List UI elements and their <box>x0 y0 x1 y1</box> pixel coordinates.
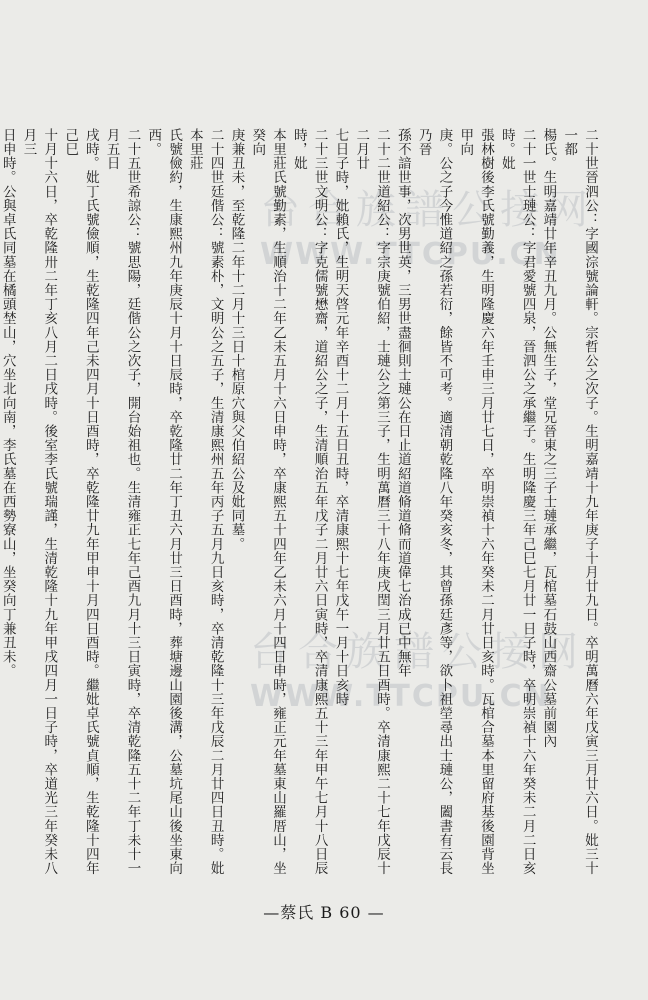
text-column: 七日子時，妣賴氏，生明天啓元年辛酉十二月十五日丑時，卒清康熙十七年戊午一月十日亥時 <box>332 128 349 707</box>
text-column: 氏號儉約，生康熙州九年庚辰十月十日辰時，卒乾隆廿二年丁丑六月廿三日酉時，葬塘邊山園後溝，公墓坑尾山後坐東向西。 <box>145 128 183 876</box>
watermark-text: 台合族譜公接网 <box>260 187 596 233</box>
text-column: 二十世晉泗公：字國淙號論軒。宗哲公之次子。生明嘉靖十九年庚子十月廿九日。卒明萬曆六年戊寅三月廿六日。妣三十一都 <box>561 128 598 876</box>
text-column: 二十四世廷偕公：號素朴，文明公之五子，生清康熙州五年丙子五月九日亥時，卒清乾隆十三年戊辰二月廿四日丑時。妣本里莊 <box>186 128 224 876</box>
text-column: 二十二世道紹公：字宗庚號伯紹，士璉公之第三子，生明萬曆三十八年庚戌閏三月廿五日酉時。卒清康熙二十七年戊辰十二月廿 <box>353 128 391 876</box>
text-column: 本里莊氏號勤素，生順治十二年乙未五月十六日申時，卒康熙五十四年乙未六月十四日申時，雍正元年墓東山羅厝山，坐癸向 <box>249 128 287 876</box>
text-column: 戌時。妣丁氏號儉順，生乾隆四年己未四月十日酉時，卒乾隆廿九年甲申十月四日酉時。繼妣卓氏號貞順，生乾隆十四年己巳 <box>62 128 99 876</box>
text-column: 庚兼丑未，至乾隆二年十二月十三日十棺原穴與父伯紹公及妣同墓。 <box>228 128 245 551</box>
watermark-text: 台合族譜公接网 <box>250 629 586 675</box>
text-column: 庚。公之子今惟道紹之孫若衍，餘皆不可考。適清朝乾隆八年癸亥冬，其曾孫廷彥等，欲卜祖塋尋出士璉公，闔書有云長乃晉 <box>415 128 453 876</box>
text-column: 二十一世士璉公：字君愛號四泉，晉泗公之承繼子。生明隆慶三年己巳七月廿一日子時，卒明崇禎十六年癸未二月二日亥時。妣 <box>498 128 536 876</box>
watermark-url: WWW.TTCPU.CN <box>250 679 551 714</box>
text-column: 張林樹後李氏號勤義，生明隆慶六年壬申三月廿七日，卒明崇禎十六年癸未二月廿日亥時。瓦棺合墓本里留府基後園背坐甲向 <box>457 128 495 876</box>
text-column: 楊氏。生明嘉靖廿年辛丑九月。公無生子，堂兄晉東之三子士璉承繼，瓦棺墓石鼓山西齋公墓前園內 <box>540 128 557 749</box>
text-column: 十月十六日，卒乾隆卅二年丁亥八月二日戌時。後室李氏號瑞謹，生清乾隆十九年甲戌四月一日子時，卒道光三年癸未八月三 <box>20 128 58 876</box>
text-column: 二十五世希諒公：號思陽，廷偕公之次子，開台始祖也。生清雍正七年己酉九月十三日寅時，卒清乾隆五十二年丁未十一月五日 <box>103 128 141 876</box>
text-column: 孫不諳世事，次男世英，三男世盡徊則士璉公在日止道紹道脩道脩而道偉七治成已中無年 <box>394 128 411 678</box>
genealogy-text <box>0 128 600 878</box>
watermark-url: WWW.TTCPU.CN <box>260 237 561 272</box>
text-column: 二十三世文明公：字克儒號懋齋，道紹公之子，生清順治五年戊子二月廿六日寅時，卒清康熙五十三年甲午七月十八日辰時，妣 <box>290 128 328 876</box>
text-column: 日申時。公與卓氏同墓在橘頭埜山，穴坐北向南，李氏墓在西勢寮山，坐癸向丁兼丑未。 <box>0 128 16 678</box>
page-footer: —蔡氏 B 60 — <box>263 903 385 922</box>
